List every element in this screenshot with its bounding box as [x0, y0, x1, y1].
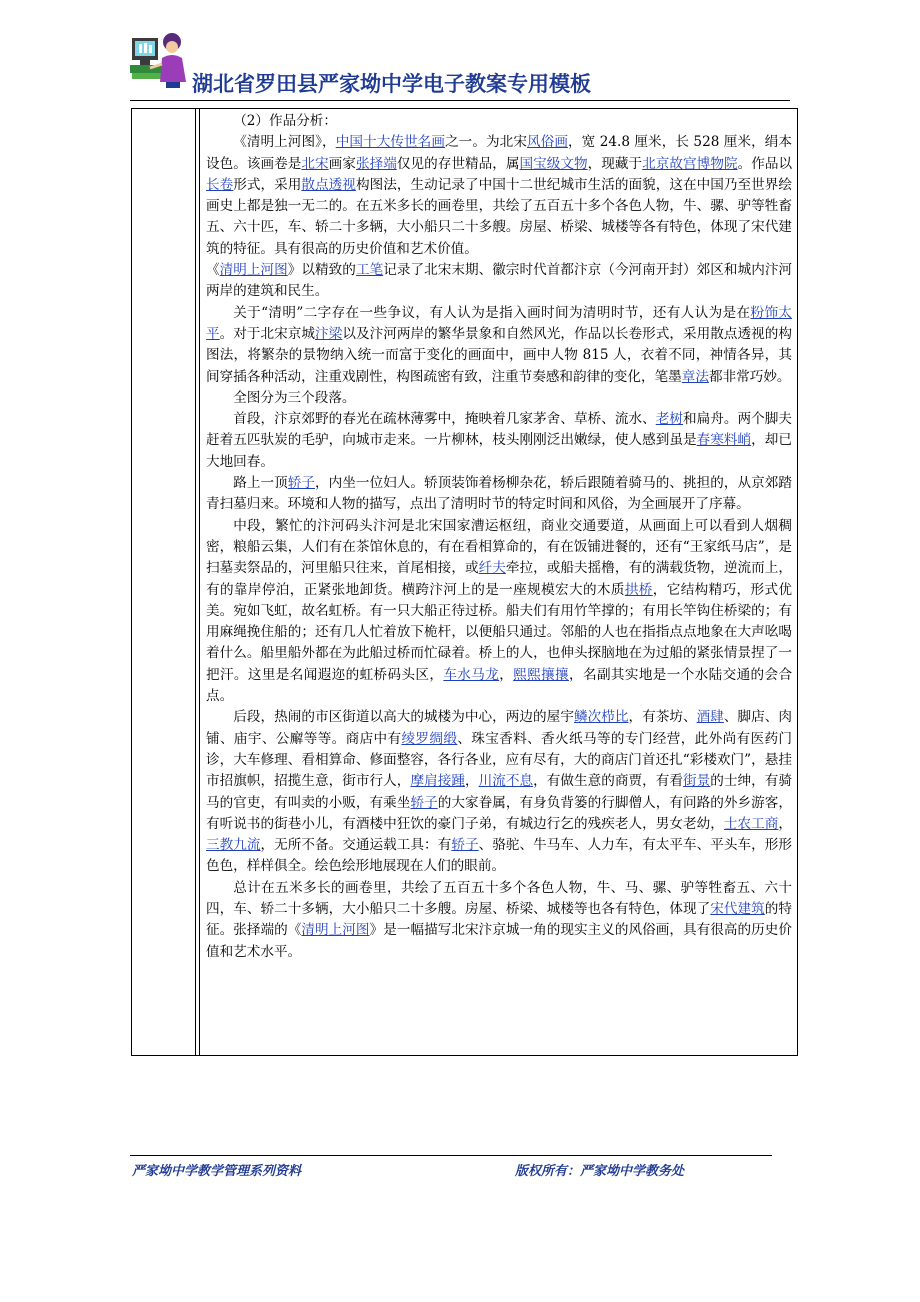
text-run: ，有茶坊、	[628, 709, 697, 726]
text-run: ，内坐一位妇人。轿顶装饰着杨柳杂花，轿后跟随着骑马的、挑担的，从京郊踏青扫墓归来。环境和人物的描写，点出了清明时节的特定时间和风俗，为全画展开了序幕。	[206, 475, 793, 513]
text-run: 的士绅，有骑马的官吏，有叫卖的小贩，有乘坐	[206, 773, 793, 811]
footer-divider	[130, 1155, 772, 1156]
hyperlink[interactable]: 工笔	[355, 262, 384, 279]
hyperlink[interactable]: 春寒料峭	[696, 432, 752, 449]
hyperlink[interactable]: 三教九流	[206, 837, 261, 854]
hyperlink[interactable]: 国宝级文物	[519, 155, 588, 172]
text-run: ，有做生意的商贾，有看	[533, 773, 684, 790]
hyperlink[interactable]: 宋代建筑	[710, 900, 765, 917]
table-column-blank	[132, 109, 196, 1055]
hyperlink[interactable]: 北京故宫博物院	[642, 155, 738, 172]
teacher-computer-logo-icon	[130, 30, 188, 92]
text-run: ，它结构精巧，形式优美。宛如飞虹，故名虹桥。有一只大船正待过桥。船夫们有用竹竿撑的；有用长竿钩住桥梁的；有用麻绳挽住船的；还有几人忙着放下桅杆，以便船只通过。邻船的人也在指指点点地象在大声吆喝着什么。船里船外都在为此船过桥而忙碌着。桥上的人，也伸头探脑地在为过船的紧张情景捏了一把汗。这里是名闻遐迩的虹桥码头区，	[206, 581, 793, 683]
paragraph-sections	[206, 388, 792, 409]
hyperlink[interactable]: 清明上河图	[219, 262, 288, 279]
text-run: 总计在五米多长的画卷里，共绘了五百五十多个各色人物，牛、马、骡、驴等牲畜五、六十四，车、轿二十多辆，大小船只二十多艘。房屋、桥梁、城楼等也各有特色，体现了	[206, 879, 792, 917]
text-run: 的大家眷属，有身负背篓的行脚僧人，有问路的外乡游客，有听说书的街巷小儿，有酒楼中狂饮的豪门子弟，有城边行乞的残疾老人，男女老幼，	[206, 794, 793, 832]
text-run: 》是一幅描写北宋汴京城一角的现实主义的风俗画，具有很高的历史价值和艺术水平。	[206, 922, 793, 960]
text-run: 。作品以	[737, 155, 793, 172]
text-run: 、珠宝香料、香火纸马等的专门经营，此外尚有医药门诊，大车修理、看相算命、修面整容，各行各业，应有尽有，大的商店门首还扎“彩楼欢门”，悬挂市招旗帜，招揽生意，街市行人，	[206, 730, 793, 790]
text-run: 的特征。张择端的《	[206, 900, 793, 939]
hyperlink[interactable]: 张择端	[355, 155, 397, 172]
hyperlink[interactable]: 酒肆	[696, 709, 724, 726]
hyperlink[interactable]: 粉饰太平	[206, 304, 793, 342]
text-run: 仅见的存世精品，属	[396, 155, 520, 172]
hyperlink[interactable]: 轿子	[410, 794, 438, 811]
text-run: 关于“清明”二字存在一些争议，有人认为是指入画时间为清明时节，还有人认为是在	[233, 304, 751, 321]
text-run: 《	[206, 262, 220, 279]
text-run: 形式，采用	[233, 176, 302, 193]
text-run: 《清明上河图》，	[233, 134, 336, 151]
hyperlink[interactable]: 街景	[683, 773, 711, 790]
text-run: 以及汴河两岸的繁华景象和自然风光，作品以长卷形式，采用散点透视的构图法，将繁杂的景物纳入统一而富于变化的画面中，画中人物 815 人，衣着不同，神情各异，其间穿插各种活动，注重戏剧性，构图疏密有致，注重节奏感和韵律的变化，笔墨	[206, 325, 793, 385]
hyperlink[interactable]: 川流不息	[478, 773, 534, 790]
hyperlink[interactable]: 摩肩接踵	[410, 773, 465, 790]
text-run: 后段，热闹的市区街道以高大的城楼为中心，两边的屋宇	[233, 709, 574, 726]
text-run: 牵拉，或船夫摇橹，有的满载货物，逆流而上，有的靠岸停泊，正紧张地卸货。横跨汴河上的是一座规模宏大的木质	[206, 560, 793, 598]
text-run: 构图法，生动记录了中国十二世纪城市生活的面貌，这在中国乃至世界绘画史上都是独一无二的。在五米多长的画卷里，共绘了五百五十多个各色人物，牛、骡、驴等牲畜五、六十匹，车、轿二十多辆，大小船只二十多艘。房屋、桥梁、城楼等各有特色，体现了宋代建筑的特征。具有很高的历史价值和艺术价值。	[206, 176, 793, 257]
paragraph-sedan	[206, 473, 792, 516]
hyperlink[interactable]: 纤夫	[478, 560, 506, 577]
hyperlink[interactable]: 老树	[655, 411, 683, 428]
hyperlink[interactable]: 汴梁	[315, 325, 343, 342]
text-run: 记录了北宋末期、徽宗时代首都汴京（今河南开封）郊区和城内汴河两岸的建筑和民生。	[206, 262, 793, 300]
hyperlink[interactable]: 章法	[681, 368, 709, 385]
hyperlink[interactable]: 绫罗绸缎	[401, 730, 458, 747]
text-run: 画家	[328, 155, 356, 172]
hyperlink[interactable]: 中国十大传世名画	[335, 134, 446, 151]
header-divider	[130, 100, 790, 101]
lesson-table	[131, 108, 798, 1056]
hyperlink[interactable]: 轿子	[451, 837, 479, 854]
text-run: 首段，汴京郊野的春光在疏林薄雾中，掩映着几家茅舍、草桥、流水、	[233, 411, 656, 428]
hyperlink[interactable]: 散点透视	[301, 176, 356, 193]
paragraph-summary	[206, 878, 792, 963]
text-run: 路上一顶	[233, 475, 288, 492]
hyperlink[interactable]: 风俗画	[527, 134, 568, 151]
hyperlink[interactable]: 拱桥	[624, 581, 653, 598]
footer-right-text: 版权所有：严家坳中学教务处	[515, 1164, 685, 1179]
text-run: ，	[778, 815, 792, 832]
text-run: ，名副其实地是一个水陆交通的会合点。	[206, 666, 793, 705]
section-heading: （2）作品分析：	[233, 113, 337, 129]
text-run: ，无所不备。交通运载工具：有	[260, 837, 452, 854]
paragraph-last-section	[206, 707, 792, 877]
hyperlink[interactable]: 车水马龙	[443, 666, 500, 683]
page-header	[130, 30, 790, 102]
hyperlink[interactable]: 长卷	[206, 176, 234, 193]
text-run: ，	[464, 773, 479, 790]
text-run: ，现藏于	[587, 155, 643, 172]
paragraph-overview	[206, 132, 792, 260]
hyperlink[interactable]: 熙熙攘攘	[513, 666, 570, 683]
text-run: ，宽 24.8 厘米，长 528 厘米，绢本设色。该画卷是	[206, 134, 793, 172]
lesson-content	[206, 111, 792, 963]
text-run: 全图分为三个段落。	[233, 389, 356, 406]
text-run: 和扁舟。两个脚夫赶着五匹驮炭的毛驴，向城市走来。一片柳林，枝头刚刚泛出嫩绿，使人感到虽是	[206, 411, 793, 449]
hyperlink[interactable]: 士农工商	[723, 815, 779, 832]
hyperlink[interactable]: 清明上河图	[301, 922, 370, 939]
text-run: ，	[499, 666, 514, 683]
table-column-narrow	[197, 109, 200, 1055]
text-run: 之一。为北宋	[445, 134, 527, 151]
paragraph-first-section	[206, 409, 792, 473]
paragraph-qingming	[206, 303, 792, 388]
paragraph-middle-section	[206, 516, 792, 708]
hyperlink[interactable]: 轿子	[287, 475, 315, 492]
text-run: 》以精致的	[287, 262, 356, 279]
header-title: 湖北省罗田县严家坳中学电子教案专用模板	[192, 72, 591, 96]
hyperlink[interactable]: 鳞次栉比	[573, 709, 629, 726]
text-run: 都非常巧妙。	[708, 368, 791, 385]
text-run: 中段，繁忙的汴河码头汴河是北宋国家漕运枢纽，商业交通要道，从画面上可以看到人烟稠密，粮船云集，人们有在茶馆休息的，有在看相算命的，有在饭铺进餐的，还有“王家纸马店”，是扫墓卖祭品的，河里船只往来，首尾相接，或	[206, 517, 792, 577]
paragraph-record	[206, 260, 792, 303]
footer-left-text: 严家坳中学教学管理系列资料	[132, 1164, 302, 1179]
text-run: 、脚店、肉铺、庙宇、公廨等等。商店中有	[206, 709, 793, 747]
text-run: 、骆驼、牛马车、人力车，有太平车、平头车，形形色色，样样俱全。绘色绘形地展现在人们的眼前。	[206, 837, 793, 875]
text-run: ，却已大地回春。	[206, 432, 793, 470]
text-run: 。对于北宋京城	[219, 325, 316, 342]
hyperlink[interactable]: 北宋	[301, 155, 329, 172]
